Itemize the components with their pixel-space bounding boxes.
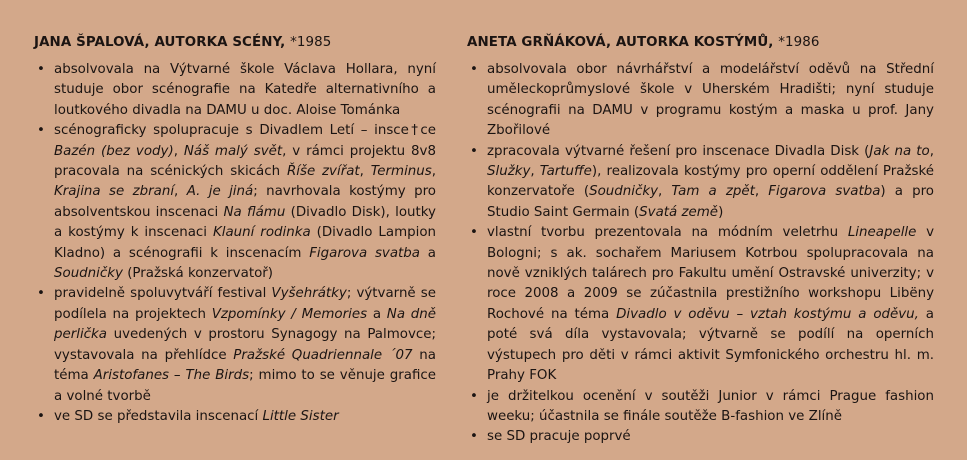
bio-title-italic: Vyšehrátky [271, 286, 347, 302]
bio-text: ) a pro Studio Saint Germain ( [487, 184, 934, 220]
bio-text: se SD pracuje poprvé [487, 429, 631, 445]
bio-heading [467, 33, 934, 53]
bio-text: (Pražská konzervatoř) [122, 266, 273, 282]
bio-list [467, 60, 934, 448]
bio-heading-name: ANETA GRŇÁKOVÁ, AUTORKA KOSTÝMŮ, [467, 35, 779, 50]
bio-text: , [431, 164, 437, 180]
bio-title-italic: Divadlo v oděvu – vztah kostýmu a oděvu, [616, 306, 919, 322]
bio-text: absolvovala na Výtvarné škole Václava Hollara, nyní studuje obor scénografie na Katedře alternativního a loutkového divadla na DAMU u doc. Aloise Tománka [54, 62, 436, 118]
bio-text: (Divadlo Disk), loutky a kostýmy k inscenaci [54, 204, 436, 241]
bio-title-italic: Náš malý svět [183, 143, 283, 159]
bio-list-item [34, 60, 436, 121]
bio-text: ), realizovala kostýmy pro operní oddělení Pražské konzervatoře ( [487, 164, 934, 200]
bio-heading-name: JANA ŠPALOVÁ, AUTORKA SCÉNY, [34, 35, 291, 50]
bio-text: ; mimo to se věnuje grafice a volné tvorbě [54, 368, 436, 404]
bio-title-italic: Krajina se zbraní [54, 184, 175, 200]
bio-title-italic: Tartuffe [539, 164, 592, 180]
bio-title-italic: Služky [487, 164, 531, 180]
bio-text: ve SD se představila inscenací [54, 408, 263, 424]
bio-text: v Bologni; s ak. sochařem Mariusem Kotrbou spolupracovala na nově vzniklých talárech pro Fakultu umění Ostravské univerzity; v roce 2008 a 2009 se zúčastnila prestižního workshopu Libëny Rochové na téma [487, 225, 934, 322]
bio-title-italic: Jak na to [869, 143, 930, 159]
bio-text: vlastní tvorbu prezentovala na módním veletrhu [487, 225, 848, 241]
bio-text: je držitelkou ocenění v soutěži Junior v rámci Prague fashion weeku; účastnila se finále soutěže B-fashion ve Zlíně [487, 388, 934, 424]
bio-text: na téma [54, 347, 436, 384]
bio-title-italic: Aristofanes – The Birds [93, 368, 250, 384]
bio-title-italic: Terminus [370, 164, 432, 180]
bio-list-item [467, 387, 934, 428]
bio-text: absolvovala obor návrhářství a modelářství oděvů na Střední uměleckoprůmyslové škole v Uherském Hradišti; nyní studuje scénografii na DAMU v programu kostým a maska u prof. Jany Zbořilové [487, 62, 934, 139]
bio-title-italic: Lineapelle [847, 225, 917, 241]
bio-title-italic: Soudničky [54, 266, 123, 282]
bio-title-italic: A. je jiná [186, 184, 254, 200]
bio-title-italic: Na dně perlička [54, 306, 437, 343]
bio-title-italic: Pražské Quadriennale ´07 [233, 347, 413, 363]
bio-text: , [658, 184, 672, 200]
bio-title-italic: Figarova svatba [309, 245, 421, 261]
bio-heading [34, 33, 436, 53]
bio-text: pravidelně spoluvytváří festival [54, 286, 272, 302]
bio-title-italic: Soudničky [589, 184, 659, 200]
bio-text: , [929, 143, 934, 159]
bio-text: ) [718, 204, 724, 220]
bio-text: a poté svá díla vystavovala; výtvarně se podílí na operních výstupech pro děti v rámci aktivit Symfonického orchestru hl. m. Prahy FOK [487, 306, 934, 384]
bio-text: zpracovala výtvarné řešení pro inscenace Divadla Disk ( [487, 143, 870, 159]
bio-title-italic: Little Sister [262, 408, 339, 424]
bio-text: , v rámci projektu 8v8 pracovala na scénických skicách [54, 143, 436, 180]
bio-title-italic: Klauní rodinka [212, 225, 311, 241]
bio-text: ; navrhovala kostýmy pro absolventskou inscenaci [54, 184, 436, 220]
bio-list-item [34, 121, 436, 284]
bio-list-item [467, 427, 934, 447]
bio-title-italic: Figarova svatba [768, 184, 881, 200]
bio-text: scénograficky spolupracuje s Divadlem Letí – insce†ce [54, 123, 436, 139]
bio-list-item [467, 60, 934, 142]
bio-heading-year: *1985 [290, 35, 332, 50]
bio-list-item [34, 407, 436, 427]
bio-heading-year: *1986 [778, 35, 820, 50]
bio-text: uvedených v prostoru Synagogy na Palmovce; vystavovala na přehlídce [54, 327, 436, 363]
bio-title-italic: Říše zvířat [286, 164, 360, 180]
bio-text: a [420, 245, 437, 261]
bio-text: (Divadlo Lampion Kladno) a scénografii k inscenacím [54, 225, 437, 261]
bio-list-item [467, 142, 934, 224]
bio-text: , [174, 184, 187, 200]
bio-column-costume-designer [467, 33, 934, 448]
bio-title-italic: Svatá země [639, 204, 719, 220]
bio-list-item [34, 284, 436, 406]
bio-text: , [359, 164, 371, 180]
bio-text: , [173, 143, 184, 159]
bio-title-italic: Na flámu [223, 204, 286, 220]
bio-column-set-designer [34, 33, 436, 427]
bio-text: , [530, 164, 540, 180]
bio-title-italic: Tam a zpět [671, 184, 755, 200]
bio-title-italic: Vzpomínky / Memories [211, 306, 368, 322]
bio-list [34, 60, 436, 427]
bio-title-italic: Bazén (bez vody) [54, 143, 174, 159]
bio-text: , [754, 184, 769, 200]
bio-text: ; výtvarně se podílela na projektech [54, 286, 436, 322]
bio-list-item [467, 223, 934, 386]
bio-text: a [367, 306, 387, 322]
